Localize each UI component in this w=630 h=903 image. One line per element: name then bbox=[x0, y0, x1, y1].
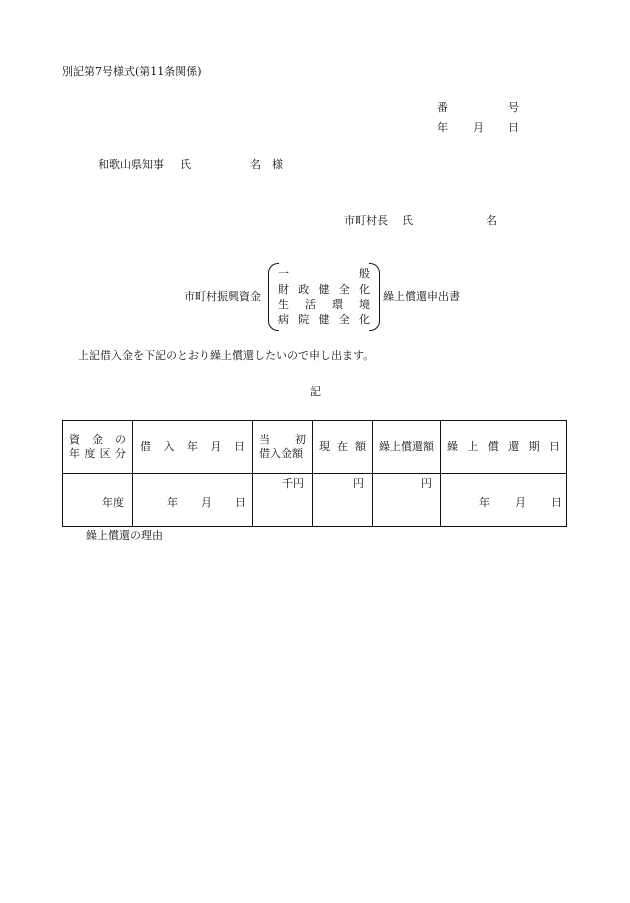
option-ippan: 一 般 bbox=[278, 267, 370, 280]
header-early-amount: 繰上償還額 bbox=[373, 421, 441, 474]
reason-label: 繰上償還の理由 bbox=[86, 529, 163, 542]
unit-thousand-yen: 千円 bbox=[282, 477, 304, 490]
addressee-sama: 様 bbox=[272, 158, 283, 171]
option-zaisei: 財 政 健 全 化 bbox=[278, 283, 370, 296]
application-table bbox=[62, 420, 567, 527]
number-ban: 番 bbox=[437, 101, 448, 114]
date-year: 年 bbox=[437, 121, 448, 134]
date-month: 月 bbox=[473, 121, 484, 134]
cell-early-date[interactable]: 年 月 日 bbox=[441, 474, 567, 527]
addressee-shi: 氏 bbox=[180, 158, 191, 171]
header-borrow-date: 借 入 年 月 日 bbox=[133, 421, 253, 474]
addressee-mei: 名 bbox=[250, 158, 261, 171]
sender-mei: 名 bbox=[486, 214, 497, 227]
body-text: 上記借入金を下記のとおり繰上償還したいので申し出ます。 bbox=[78, 349, 375, 362]
header-early-date: 繰 上 償 還 期 日 bbox=[441, 421, 567, 474]
table-header-row bbox=[63, 421, 567, 474]
right-bracket bbox=[369, 263, 380, 331]
number-go: 号 bbox=[508, 101, 519, 114]
table-row bbox=[63, 474, 567, 527]
unit-yen: 円 bbox=[353, 477, 364, 490]
header-initial-amount: 当 初 借入金額 bbox=[253, 421, 313, 474]
date-day: 日 bbox=[508, 121, 519, 134]
header-current-amount: 現 在 額 bbox=[313, 421, 373, 474]
form-label: 別記第7号様式(第11条関係) bbox=[62, 65, 202, 78]
subject-prefix: 市町村振興資金 bbox=[184, 290, 261, 303]
cell-early-amount[interactable] bbox=[373, 474, 441, 527]
option-byoin: 病 院 健 全 化 bbox=[278, 313, 370, 326]
cell-initial-amount[interactable] bbox=[253, 474, 313, 527]
subject-options bbox=[268, 263, 380, 331]
addressee-title: 和歌山県知事 bbox=[98, 158, 164, 171]
sender-shi: 氏 bbox=[402, 214, 413, 227]
cell-current-amount[interactable] bbox=[313, 474, 373, 527]
header-fund-year: 資 金 の 年 度 区 分 bbox=[63, 421, 133, 474]
subject-suffix: 繰上償還申出書 bbox=[383, 290, 460, 303]
unit-yen: 円 bbox=[421, 477, 432, 490]
cell-borrow-date[interactable]: 年 月 日 bbox=[133, 474, 253, 527]
ki-label: 記 bbox=[310, 385, 321, 398]
nendo-label: 年度 bbox=[102, 496, 124, 509]
sender-title: 市町村長 bbox=[344, 214, 388, 227]
option-seikatsu: 生 活 環 境 bbox=[278, 298, 370, 311]
cell-fund-year[interactable] bbox=[63, 474, 133, 527]
